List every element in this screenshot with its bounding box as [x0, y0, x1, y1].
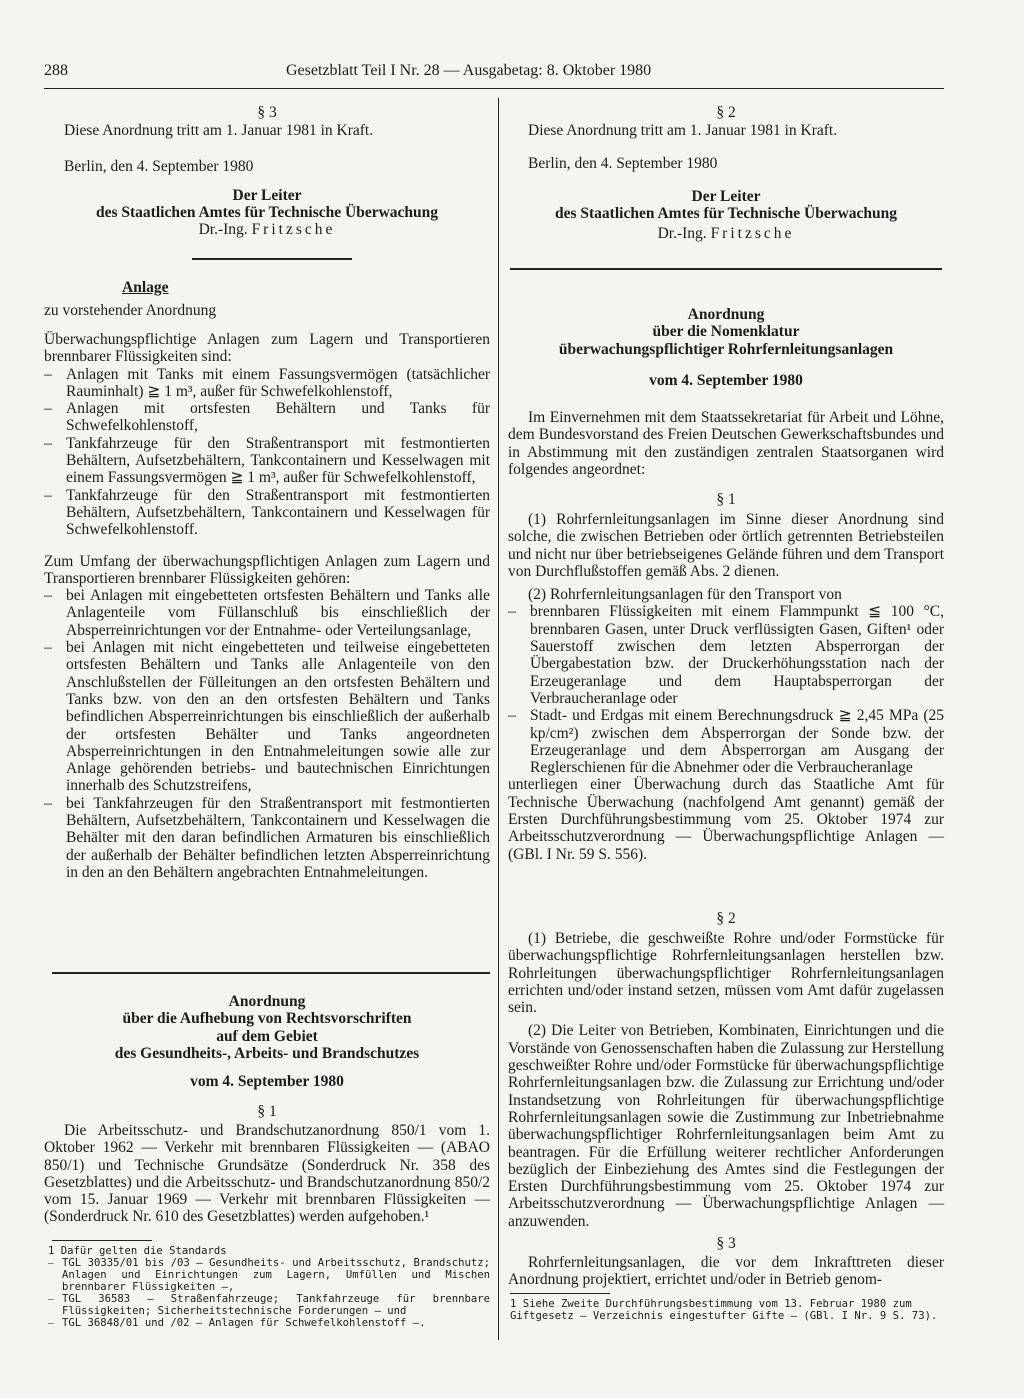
list-item: – bei Anlagen mit nicht eingebetteten und teilweise eingebetteten ortsfesten Behältern und Tanks alle Anlagenteile von den Anschlußstellen der Fülleitungen an den ortsfesten Behältern und Tanks bzw. von den an den ortsfesten Behältern und Tanks befindlichen Absperreinrichtungen bis einschließlich der außerhalb der ortsfesten Behälter und Tanks angeordneten Absperreinrichtungen in den Entnahmeleitungen sowie alle zur Anlage gehörenden betriebs- und bautechnischen Einrichtungen innerhalb des Schutzstreifens, — [44, 639, 490, 795]
signature-surname: Fritzsche — [251, 221, 336, 238]
ordinance-title: Anordnung über die Nomenklatur überwachungspflichtiger Rohrfernleitungsanlagen — [558, 306, 894, 358]
page-number: 288 — [44, 62, 68, 79]
paragraph: (2) Rohrfernleitungsanlagen für den Transport von — [528, 586, 842, 604]
preamble: Im Einvernehmen mit dem Staatssekretariat für Arbeit und Löhne, dem Bundesvorstand des Freien Deutschen Gewerkschaftsbundes und in Abstimmung mit den zuständigen zentralen Staatsorganen wird folgendes angeordnet: — [508, 409, 944, 478]
section-text: Die Arbeitsschutz- und Brandschutzanordnung 850/1 vom 1. Oktober 1962 — Verkehr mit brennbaren Flüssigkeiten — (ABAO 850/1) und Technische Grundsätze (Sonderdruck Nr. 358 des Gesetzblattes) und die Arbeitsschutz- und Brandschutzanordnung 850/2 vom 15. Januar 1969 — Verkehr mit brennbaren Flüssigkeiten — (Sonderdruck Nr. 610 des Gesetzblattes) werden aufgehoben.¹ — [44, 1122, 490, 1226]
anlage-heading: Anlage — [122, 279, 169, 296]
footnote-item: – TGL 30335/01 bis /03 — Gesundheits- und Arbeitsschutz, Brandschutz; Anlagen und Einrichtungen zum Lagern, Umfüllen und Mischen brennbarer Flüssigkeiten —, — [48, 1257, 490, 1293]
signature-name — [44, 221, 490, 238]
anlage-subtitle: zu vorstehender Anordnung — [44, 302, 217, 319]
footnote: 1 Siehe Zweite Durchführungsbestimmung vom 13. Februar 1980 zum Giftgesetz — Verzeichnis eingestufter Gifte — (GBl. I Nr. 9 S. 73). — [510, 1298, 938, 1322]
list-item: – bei Tankfahrzeugen für den Straßentransport mit festmontierten Behältern, Aufsetzbehältern, Tankcontainern und Kesselwagen die Behälter mit den daran befindlichen Armaturen bis einschließlich der außerhalb der Behälter befindlichen letzten Absperreinrichtung in den an den Behältern angebrachten Entnahmeleitungen. — [44, 794, 490, 881]
paragraph: Überwachungspflichtige Anlagen zum Lagern und Transportieren brennbarer Flüssigkeiten sind: — [44, 331, 490, 366]
signature-title: Dr.-Ing. — [657, 225, 707, 242]
section-heading: § 3 — [257, 104, 277, 121]
gazette-header-title: Gesetzblatt Teil I Nr. 28 — Ausgabetag: 8. Oktober 1980 — [286, 62, 652, 79]
section-heading: § 2 — [716, 910, 736, 927]
signature-line: Der Leiter — [691, 188, 761, 205]
place-date: Berlin, den 4. September 1980 — [528, 155, 718, 172]
section-rule — [52, 972, 490, 974]
section-heading: § 1 — [716, 491, 736, 508]
section-heading: § 2 — [716, 104, 736, 121]
section-heading: § 3 — [716, 1235, 736, 1252]
column-divider — [498, 98, 499, 1340]
footnote-item: – TGL 36583 — Straßenfahrzeuge; Tankfahrzeuge für brennbare Flüssigkeiten; Sicherheitstechnische Forderungen — und — [48, 1293, 490, 1317]
footnote-item: – TGL 36848/01 und /02 — Anlagen für Schwefelkohlenstoff —. — [48, 1317, 426, 1329]
list-item: – Tankfahrzeuge für den Straßentransport mit festmontierten Behältern, Aufsetzbehältern, Tankcontainern und Kesselwagen für Schwefelkohlenstoff. — [44, 486, 490, 539]
place-date: Berlin, den 4. September 1980 — [64, 158, 254, 175]
paragraph: (2) Die Leiter von Betrieben, Kombinaten, Einrichtungen und die Vorstände von Genossenschaften haben die Zulassung zur Herstellung geschweißter Rohre und/oder Formstücke für überwachungspflichtige Rohrfernleitungsanlagen bzw. die Zulassung zur Errichtung und/oder Instandsetzung von Rohrleitungen für überwachungspflichtige Rohrfernleitungsanlagen sowie die Zustimmung zur Inbetriebnahme überwachungspflichtiger Rohrfernleitungsanlagen beim Amt zu beantragen. Für die Erfüllung weiterer rechtlicher Anforderungen bezüglich der Einbeziehung des Amtes sind die Festlegungen der Ersten Durchführungsbestimmung vom 25. Oktober 1974 zur Arbeitsschutzverordnung — Überwachungspflichtige Anlagen — anzuwenden. — [508, 1022, 944, 1230]
list-item: – Anlagen mit Tanks mit einem Fassungsvermögen (tatsächlicher Rauminhalt) ≧ 1 m³, außer für Schwefelkohlenstoff, — [44, 365, 490, 400]
signature-surname: Fritzsche — [710, 225, 795, 242]
footnote-intro: 1 Dafür gelten die Standards — [48, 1245, 227, 1257]
section-rule — [192, 258, 352, 260]
anlage-body — [44, 331, 490, 881]
list-item: – brennbaren Flüssigkeiten mit einem Flammpunkt ≦ 100 °C, brennbaren Gasen, unter Druck verflüssigten Gasen, Giften¹ oder Sauerstoff zwischen dem letzten Absperrorgan der Übergabestation bzw. der Druckerhöhungsstation nach der Erzeugeranlage und dem Hauptabsperrorgan der Verbraucheranlage oder — [508, 603, 944, 707]
signature-line: des Staatlichen Amtes für Technische Überwachung — [95, 204, 439, 221]
paragraph: unterliegen einer Überwachung durch das Staatliche Amt für Technische Überwachung (nachfolgend Amt genannt) gemäß der Ersten Durchführungsbestimmung vom 25. Oktober 1974 zur Arbeitsschutzverordnung — Überwachungspflichtige Anlagen — (GBl. I Nr. 59 S. 556). — [508, 776, 944, 863]
footnotes — [48, 1245, 490, 1329]
list-item: – Anlagen mit ortsfesten Behältern und Tanks für Schwefelkohlenstoff, — [44, 400, 490, 435]
header-rule — [44, 88, 944, 89]
section-1-body — [508, 511, 944, 863]
signature-line: Der Leiter — [232, 187, 302, 204]
ordinance-title: Anordnung über die Aufhebung von Rechtsvorschriften auf dem Gebiet des Gesundheits-, Arbeits- und Brandschutzes — [114, 993, 420, 1062]
list-item: – bei Anlagen mit eingebetteten ortsfesten Behältern und Tanks alle Anlagenteile vom Füllanschluß bis einschließlich der Absperreinrichtungen vor der Entnahme- oder Verteilungsanlage, — [44, 587, 490, 639]
footnote-rule — [52, 1240, 152, 1241]
section-text: Diese Anordnung tritt am 1. Januar 1981 in Kraft. — [64, 122, 374, 139]
paragraph: (1) Rohrfernleitungsanlagen im Sinne dieser Anordnung sind solche, die zwischen Betrieben oder örtlich getrennten Betriebsteilen und nicht nur über betriebseigenes Gelände führen und dem Transport von Durchflußstoffen gemäß Abs. 2 dienen. — [508, 511, 944, 580]
signature-title: Dr.-Ing. — [198, 221, 248, 238]
signature-name — [508, 225, 944, 242]
ordinance-date: vom 4. September 1980 — [649, 372, 803, 389]
section-text: Diese Anordnung tritt am 1. Januar 1981 in Kraft. — [528, 122, 838, 139]
paragraph: Zum Umfang der überwachungspflichtigen Anlagen zum Lagern und Transportieren brennbarer Flüssigkeiten gehören: — [44, 552, 490, 587]
signature-line: des Staatlichen Amtes für Technische Überwachung — [554, 205, 898, 222]
footnote-rule — [510, 1293, 610, 1294]
section-text: Rohrfernleitungsanlagen, die vor dem Inkrafttreten dieser Anordnung projektiert, errichtet und/oder in Betrieb genom- — [508, 1254, 944, 1289]
section-rule — [510, 268, 942, 270]
list-item: – Tankfahrzeuge für den Straßentransport mit festmontierten Behältern, Aufsetzbehältern, Tankcontainern und Kesselwagen mit einem Fassungsvermögen ≧ 1 m³, außer für Schwefelkohlenstoff, — [44, 434, 490, 487]
section-heading: § 1 — [257, 1103, 277, 1120]
list-item: – Stadt- und Erdgas mit einem Berechnungsdruck ≧ 2,45 MPa (25 kp/cm²) zwischen dem Absperrorgan der Sonde bzw. der Erzeugeranlage und dem Absperrorgan am Ausgang der Reglerschienen für die Abnehmer oder die Verbraucheranlage — [508, 707, 944, 777]
ordinance-date: vom 4. September 1980 — [190, 1073, 344, 1090]
section-2-body — [508, 930, 944, 1230]
paragraph: (1) Betriebe, die geschweißte Rohre und/oder Formstücke für überwachungspflichtige Rohrfernleitungsanlagen herstellen bzw. Rohrleitungen überwachungspflichtiger Rohrfernleitungsanlagen errichten und/oder instand setzen, müssen vom Amt dafür zugelassen sein. — [508, 930, 944, 1017]
